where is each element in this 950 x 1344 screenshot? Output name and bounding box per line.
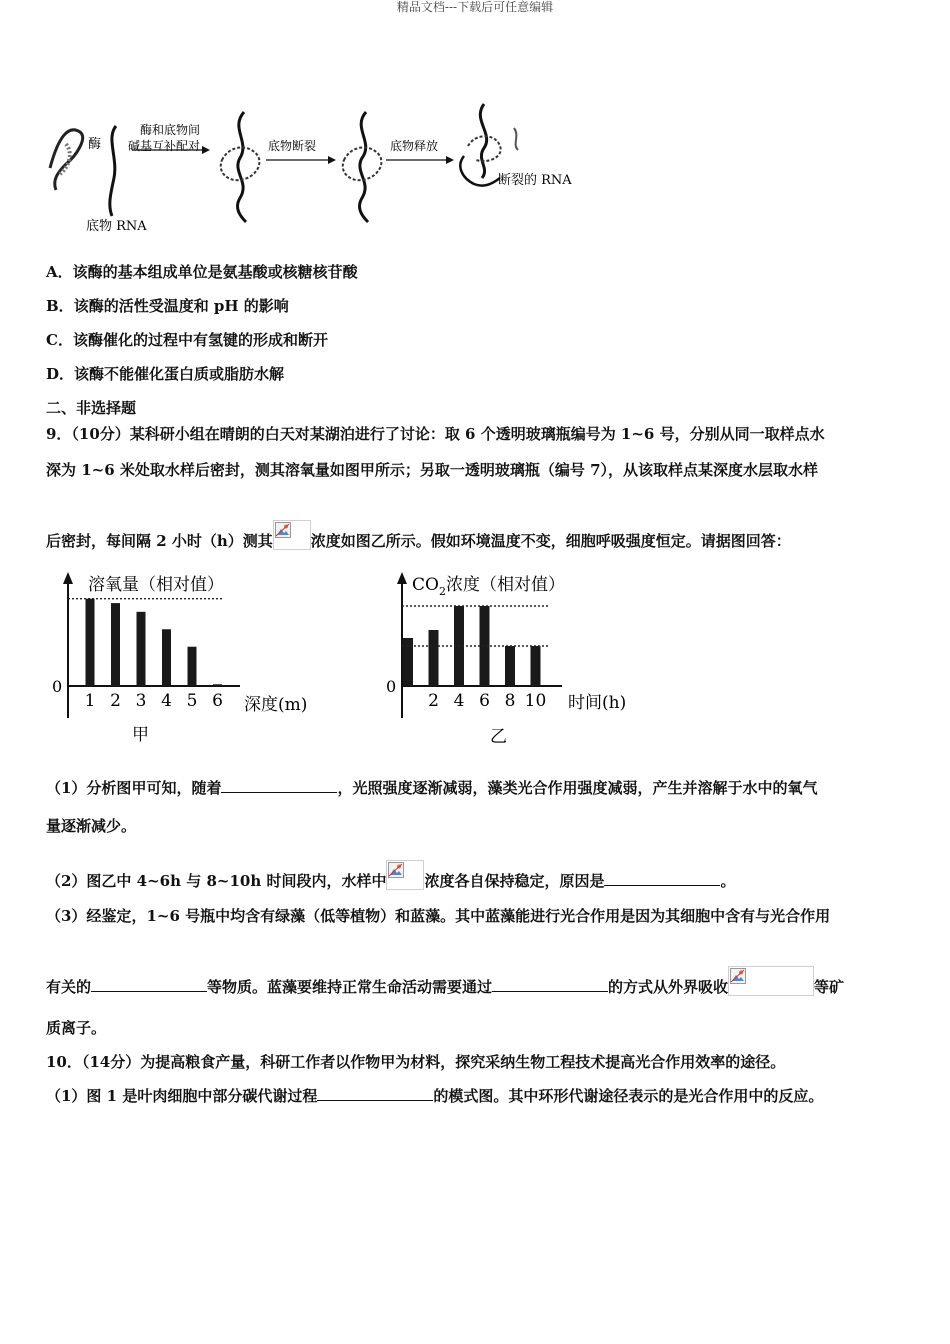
q9-line-3 (46, 520, 791, 551)
option-b-key: B． (46, 297, 74, 315)
option-a (46, 262, 358, 282)
q9-part2-text-c: 。 (720, 872, 736, 890)
chart-jia-x-label: 深度(m) (244, 695, 308, 715)
tick-chart-jia-marks-5: 5 (186, 691, 198, 711)
tick-chart-jia-marks-4: 4 (161, 691, 172, 711)
option-b (46, 296, 289, 316)
q10-part1-text-b: 的模式图。其中环形代谢途径表示的是光合作用中的反应。 (433, 1087, 824, 1105)
answer-blank-1[interactable] (221, 778, 337, 793)
answer-blank-5[interactable] (317, 1086, 433, 1101)
chart-jia-origin: 0 (52, 677, 63, 696)
q9-part3-text-c: 等物质。蓝藻要维持正常生命活动需要通过 (207, 978, 493, 996)
chart-yi-y-label-sub: 2 (438, 585, 446, 598)
q9-part1-text-a: （1）分析图甲可知，随着 (46, 779, 222, 797)
option-c-text: 该酶催化的过程中有氢键的形成和断开 (72, 331, 328, 349)
chart-jia (44, 566, 334, 750)
chart-yi-title: 乙 (490, 727, 507, 747)
chart-jia-y-arrow (63, 572, 73, 584)
chart-jia-title: 甲 (132, 725, 149, 745)
cleaved-rna (460, 156, 500, 186)
enzyme-mechanism-figure (44, 98, 604, 238)
chart-yi-origin: 0 (386, 677, 397, 696)
section-heading: 二、非选择题 (46, 399, 137, 417)
chart-yi-y-label (412, 575, 565, 598)
bar-chart-yi-marks-8 (505, 646, 515, 686)
q9-line-2: 深为 1~6 米处取水样后密封，测其溶氧量如图甲所示；另取一透明玻璃瓶（编号 7），从该取样点某深度水层取水样 (46, 461, 819, 479)
bar-chart-jia-marks-6 (213, 684, 222, 686)
option-c-key: C． (46, 331, 73, 349)
q9-line-1: 9．（10分）某科研小组在晴朗的白天对某湖泊进行了讨论：取 6 个透明玻璃瓶编号为 1~6 号，分别从同一取样点水 (46, 425, 825, 443)
enzyme-label: 酶 (88, 137, 102, 152)
q9-part2-text-a: （2）图乙中 4~6h 与 8~10h 时间段内，水样中 (46, 872, 387, 890)
q9-part3-line3: 质离子。 (46, 1019, 107, 1037)
tick-chart-jia-marks-6: 6 (212, 691, 223, 711)
chart-yi-x-label: 时间(h) (568, 693, 627, 713)
chart-yi (382, 566, 652, 750)
released-enzyme (480, 104, 486, 178)
arrow3-label: 底物释放 (390, 139, 439, 153)
page-header: 精品文档---下载后可任意编辑 (396, 0, 554, 14)
q10-line-1: 10．（14分）为提高粮食产量，科研工作者以作物甲为材料，探究采纳生物工程技术提高光合作用效率的途径。 (46, 1053, 786, 1071)
enzyme-substrate-complex-2 (360, 112, 368, 222)
option-a-text: 该酶的基本组成单位是氨基酸或核糖核苷酸 (72, 263, 358, 281)
tick-chart-yi-marks-6: 6 (479, 691, 490, 711)
q9-part2-text-b: 浓度各自保持稳定，原因是 (424, 872, 605, 890)
bar-chart-jia-marks-4 (162, 629, 171, 686)
q9-part3-text-d: 的方式从外界吸收 (608, 978, 729, 996)
tick-chart-yi-marks-8: 8 (504, 691, 516, 711)
tick-chart-jia-marks-3: 3 (135, 691, 147, 711)
bar-chart-jia-marks-1 (86, 599, 95, 686)
tick-chart-jia-marks-2: 2 (110, 691, 121, 711)
broken-image-icon (386, 860, 424, 890)
chart-yi-y-label-rest: 浓度（相对值） (445, 575, 565, 595)
arrow2-label: 底物断裂 (268, 139, 317, 153)
bar-chart-jia-marks-2 (111, 603, 120, 686)
q9-line-3-part-b: 浓度如图乙所示。假如环境温度不变，细胞呼吸强度恒定。请据图回答： (310, 532, 791, 550)
q9-part3-line2 (46, 966, 844, 997)
arrow1-label-line2: 碱基互补配对 (128, 139, 201, 153)
chart-jia-y-label: 溶氧量（相对值） (88, 575, 224, 595)
option-d-text: 该酶不能催化蛋白质或脂肪水解 (74, 365, 285, 383)
substrate-rna-strand (110, 126, 116, 216)
product-label: 断裂的 RNA (498, 173, 572, 188)
option-b-text: 该酶的活性受温度和 pH 的影响 (73, 297, 289, 315)
q9-part1-text-b: ，光照强度逐渐减弱，藻类光合作用强度减弱，产生并溶解于水中的氧气 (337, 779, 818, 797)
bar-chart-jia-marks-3 (137, 612, 146, 686)
arrow1-label-line1: 酶和底物间 (140, 123, 201, 137)
tick-chart-jia-marks-1: 1 (84, 691, 96, 711)
q10-part1 (46, 1086, 823, 1106)
bar-chart-yi-marks-2 (429, 630, 439, 686)
enzyme-substrate-complex-1 (238, 112, 246, 222)
q9-part3-text-b: 有关的 (46, 978, 92, 996)
answer-blank-2[interactable] (604, 871, 720, 886)
bar-chart-yi-marks-10 (531, 646, 541, 686)
bar-chart-yi-marks-0 (403, 638, 413, 686)
q10-part1-text-a: （1）图 1 是叶肉细胞中部分碳代谢过程 (46, 1087, 318, 1105)
option-d (46, 364, 284, 384)
broken-image-icon (728, 966, 814, 996)
q9-line-3-part-a: 后密封，每间隔 2 小时（h）测其 (46, 532, 273, 550)
option-a-key: A． (46, 263, 73, 281)
tick-chart-yi-marks-10: 10 (524, 691, 547, 711)
tick-chart-yi-marks-4: 4 (453, 691, 465, 711)
answer-blank-3[interactable] (91, 977, 207, 992)
chart-yi-y-arrow (397, 572, 407, 584)
q9-part1-line2: 量逐渐减少。 (46, 817, 137, 835)
q9-part3-line1: （3）经鉴定，1~6 号瓶中均含有绿藻（低等植物）和蓝藻。其中蓝藻能进行光合作用是因为其细胞中含有与光合作用 (46, 907, 831, 925)
tick-chart-yi-marks-2: 2 (428, 691, 439, 711)
broken-image-icon (273, 520, 311, 550)
chart-yi-y-label-main: CO (412, 575, 439, 595)
substrate-label: 底物 RNA (86, 219, 147, 234)
option-d-key: D． (46, 365, 75, 383)
answer-blank-4[interactable] (492, 977, 608, 992)
enzyme-shape-1 (50, 130, 83, 190)
q9-part1-line1 (46, 778, 817, 798)
option-c (46, 330, 328, 350)
bar-chart-jia-marks-5 (188, 647, 197, 686)
q9-part2 (46, 860, 736, 891)
q9-part3-text-e: 等矿 (814, 978, 845, 996)
